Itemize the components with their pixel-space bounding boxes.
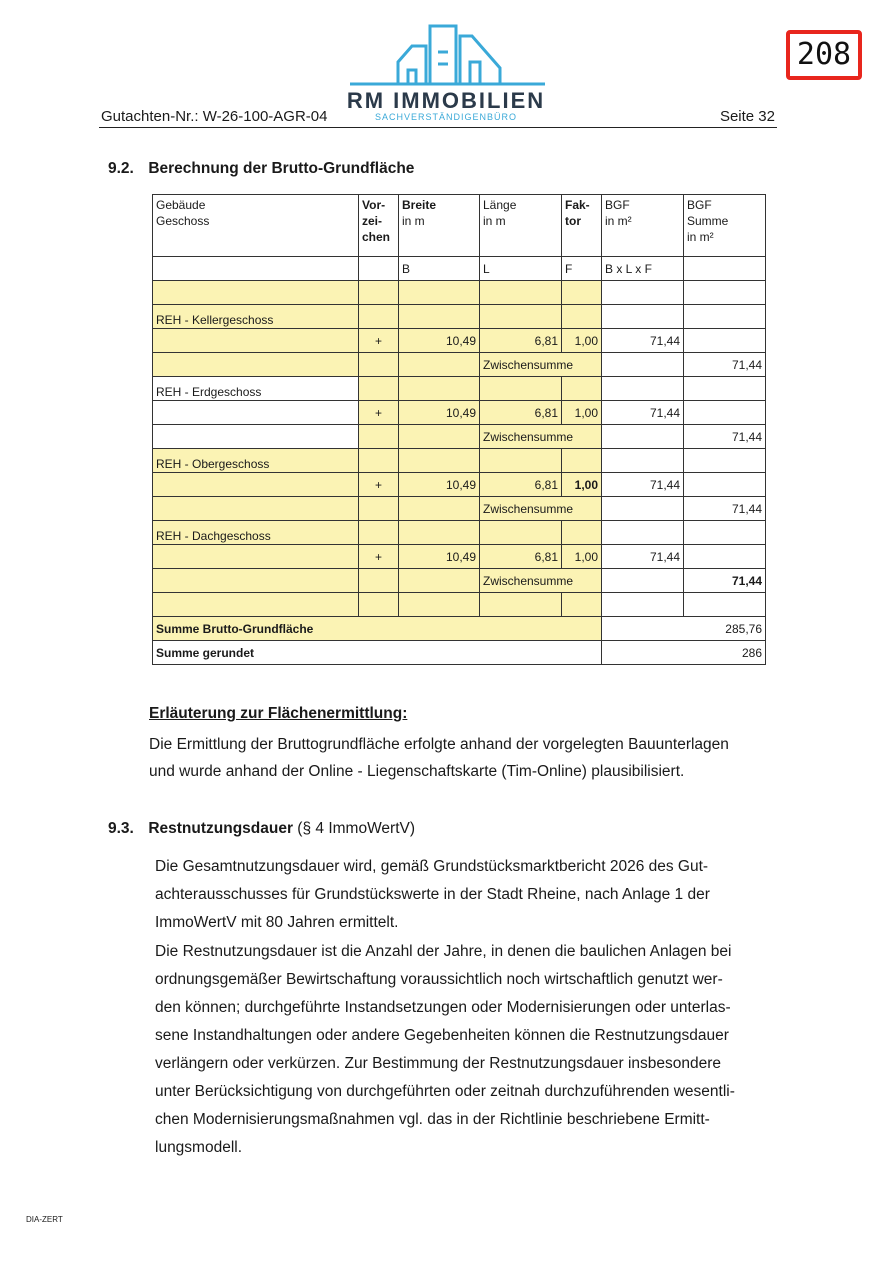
table-cell [562,281,602,305]
table-cell [399,593,480,617]
spacer-row [153,281,766,305]
paragraph-line: ordnungsgemäßer Bewirtschaftung voraussichtlich noch wirtschaftlich genutzt wer- [155,971,723,988]
table-cell [399,353,480,377]
spacer-row [153,593,766,617]
logo-buildings-icon [350,22,545,88]
subtotal-row [153,497,766,521]
header-text: Geschoss [156,214,210,228]
header-text: chen [362,230,391,244]
bgf-cell: 71,44 [602,401,684,425]
table-cell [562,593,602,617]
floor-calc-row [153,473,766,497]
sign-cell: + [359,401,399,425]
bgf-cell: 71,44 [602,473,684,497]
section-number: 9.2. [108,160,134,177]
bgf-cell: 71,44 [602,329,684,353]
table-cell [684,257,766,281]
paragraph-line: lungsmodell. [155,1139,243,1156]
length-cell: 6,81 [480,329,562,353]
factor-cell: 1,00 [562,401,602,425]
table-cell [359,425,399,449]
table-cell [684,305,766,329]
table-cell [562,377,602,401]
header-text: Gebäude [156,198,206,212]
table-cell [602,281,684,305]
page-number: Seite 32 [719,108,775,125]
table-cell [359,521,399,545]
subtotal-label: Zwischensumme [480,353,602,377]
factor-cell: 1,00 [562,329,602,353]
logo-subtitle: SACHVERSTÄNDIGENBÜRO [374,112,518,122]
table-cell [359,593,399,617]
table-cell [153,497,359,521]
table-cell [153,329,359,353]
table-cell [153,353,359,377]
total-value: 285,76 [684,617,766,641]
subtotal-label: Zwischensumme [480,569,602,593]
rounded-value: 286 [684,641,766,665]
table-cell [562,449,602,473]
page-badge: 208 [786,30,862,80]
table-cell [602,593,684,617]
section-heading-9-2 [108,160,414,178]
paragraph-line: Die Restnutzungsdauer ist die Anzahl der Jahre, in denen die baulichen Anlagen bei [155,943,732,960]
floor-name: REH - Dachgeschoss [153,521,359,545]
table-cell [399,569,480,593]
table-cell [684,377,766,401]
table-cell [684,449,766,473]
sign-cell: + [359,473,399,497]
table-cell [602,449,684,473]
table-cell [399,281,480,305]
table-cell [399,521,480,545]
table-cell [480,449,562,473]
header-cell-factor [562,195,602,257]
table-cell [153,593,359,617]
table-cell [684,281,766,305]
rounded-label: Summe gerundet [153,641,602,665]
table-cell [684,521,766,545]
table-cell [359,281,399,305]
subtotal-label: Zwischensumme [480,425,602,449]
table-cell [602,497,684,521]
symbol-row [153,257,766,281]
floor-name: REH - Obergeschoss [153,449,359,473]
table-cell [602,569,684,593]
section-title-suffix: (§ 4 ImmoWertV) [293,820,416,837]
width-cell: 10,49 [399,473,480,497]
table-cell [359,377,399,401]
table-cell [399,305,480,329]
table-cell [602,353,684,377]
subtotal-row [153,569,766,593]
table-cell [602,377,684,401]
header-text: Vor- [362,198,386,212]
bgf-table [152,194,766,665]
table-cell [359,305,399,329]
table-cell [153,401,359,425]
explanation-line: und wurde anhand der Online - Liegenschaftskarte (Tim-Online) plausibilisiert. [149,763,685,780]
header-text: in m² [605,214,632,228]
table-cell [399,497,480,521]
table-cell [480,305,562,329]
floor-calc-row [153,545,766,569]
header-text: Länge [483,198,517,212]
subtotal-row [153,353,766,377]
header-text: tor [565,214,581,228]
table-cell [480,377,562,401]
report-number: Gutachten-Nr.: W-26-100-AGR-04 [101,108,328,125]
section-heading-9-3 [108,820,415,838]
table-cell [359,353,399,377]
header-text: in m² [687,230,714,244]
header-text: Summe [687,214,729,228]
table-cell [399,425,480,449]
factor-cell: 1,00 [562,545,602,569]
subtotal-label: Zwischensumme [480,497,602,521]
header-cell-bgf [602,195,684,257]
table-cell [153,281,359,305]
length-cell: 6,81 [480,545,562,569]
table-cell [602,521,684,545]
table-cell [602,305,684,329]
header-text: Breite [402,198,437,212]
total-label: Summe Brutto-Grundfläche [153,617,602,641]
table-header-row [153,195,766,257]
header-cell-sign [359,195,399,257]
header-cell-width [399,195,480,257]
table-cell [602,617,684,641]
header-text: Fak- [565,198,590,212]
paragraph-line: Die Gesamtnutzungsdauer wird, gemäß Grundstücksmarktbericht 2026 des Gut- [155,858,709,875]
explanation-heading: Erläuterung zur Flächenermittlung: [149,705,408,722]
symbol-l: L [480,257,562,281]
floor-label-row [153,305,766,329]
table-cell [684,473,766,497]
paragraph-line: verlängern oder verkürzen. Zur Bestimmung der Restnutzungsdauer insbesondere [155,1055,722,1072]
subtotal-value: 71,44 [684,497,766,521]
length-cell: 6,81 [480,401,562,425]
header-text: BGF [687,198,712,212]
subtotal-value: 71,44 [684,425,766,449]
subtotal-value: 71,44 [684,353,766,377]
table-cell [359,497,399,521]
paragraph-line: sene Instandhaltungen oder andere Gegebenheiten können die Restnutzungsdauer [155,1027,729,1044]
header-cell-bgf-sum [684,195,766,257]
table-cell [399,449,480,473]
symbol-bgf: B x L x F [602,257,684,281]
floor-calc-row [153,329,766,353]
section-title: Berechnung der Brutto-Grundfläche [148,160,415,177]
table-cell [153,545,359,569]
rounded-row [153,641,766,665]
bgf-cell: 71,44 [602,545,684,569]
table-cell [359,257,399,281]
header-cell-length [480,195,562,257]
floor-calc-row [153,401,766,425]
logo-name: RM IMMOBILIEN [346,88,546,113]
footer-mark: DIA-ZERT [26,1215,63,1224]
length-cell: 6,81 [480,473,562,497]
floor-name: REH - Erdgeschoss [153,377,359,401]
table-cell [602,641,684,665]
table-cell [399,377,480,401]
table-cell [684,401,766,425]
table-cell [359,569,399,593]
width-cell: 10,49 [399,329,480,353]
header-text: in m [402,214,425,228]
table-cell [684,545,766,569]
floor-label-row [153,377,766,401]
table-cell [153,473,359,497]
table-cell [684,329,766,353]
total-row [153,617,766,641]
floor-label-row [153,449,766,473]
sign-cell: + [359,545,399,569]
table-cell [480,281,562,305]
explanation-line: Die Ermittlung der Bruttogrundfläche erfolgte anhand der vorgelegten Bauunterlagen [149,736,729,753]
table-cell [602,425,684,449]
symbol-b: B [399,257,480,281]
header-rule [99,127,777,128]
table-cell [562,521,602,545]
section-title: Restnutzungsdauer [148,820,293,837]
table-cell [153,569,359,593]
table-cell [153,257,359,281]
table-cell [562,305,602,329]
paragraph-line: ImmoWertV mit 80 Jahren ermittelt. [155,914,399,931]
paragraph-line: unter Berücksichtigung von durchgeführten oder zeitnah durchzuführenden wesentli- [155,1083,735,1100]
header-text: in m [483,214,506,228]
paragraph-line: achterausschusses für Grundstückswerte in der Stadt Rheine, nach Anlage 1 der [155,886,710,903]
table-cell [359,449,399,473]
symbol-f: F [562,257,602,281]
paragraph-line: chen Modernisierungsmaßnahmen vgl. das in der Richtlinie beschriebene Ermitt- [155,1111,710,1128]
header-cell-building [153,195,359,257]
floor-name: REH - Kellergeschoss [153,305,359,329]
header-text: BGF [605,198,630,212]
width-cell: 10,49 [399,545,480,569]
factor-cell: 1,00 [562,473,602,497]
section-number: 9.3. [108,820,134,837]
paragraph-line: den können; durchgeführte Instandsetzungen oder Modernisierungen oder unterlas- [155,999,731,1016]
sign-cell: + [359,329,399,353]
table-cell [480,521,562,545]
subtotal-value: 71,44 [684,569,766,593]
width-cell: 10,49 [399,401,480,425]
table-cell [480,593,562,617]
floor-label-row [153,521,766,545]
table-cell [684,593,766,617]
subtotal-row [153,425,766,449]
table-cell [153,425,359,449]
header-text: zei- [362,214,383,228]
